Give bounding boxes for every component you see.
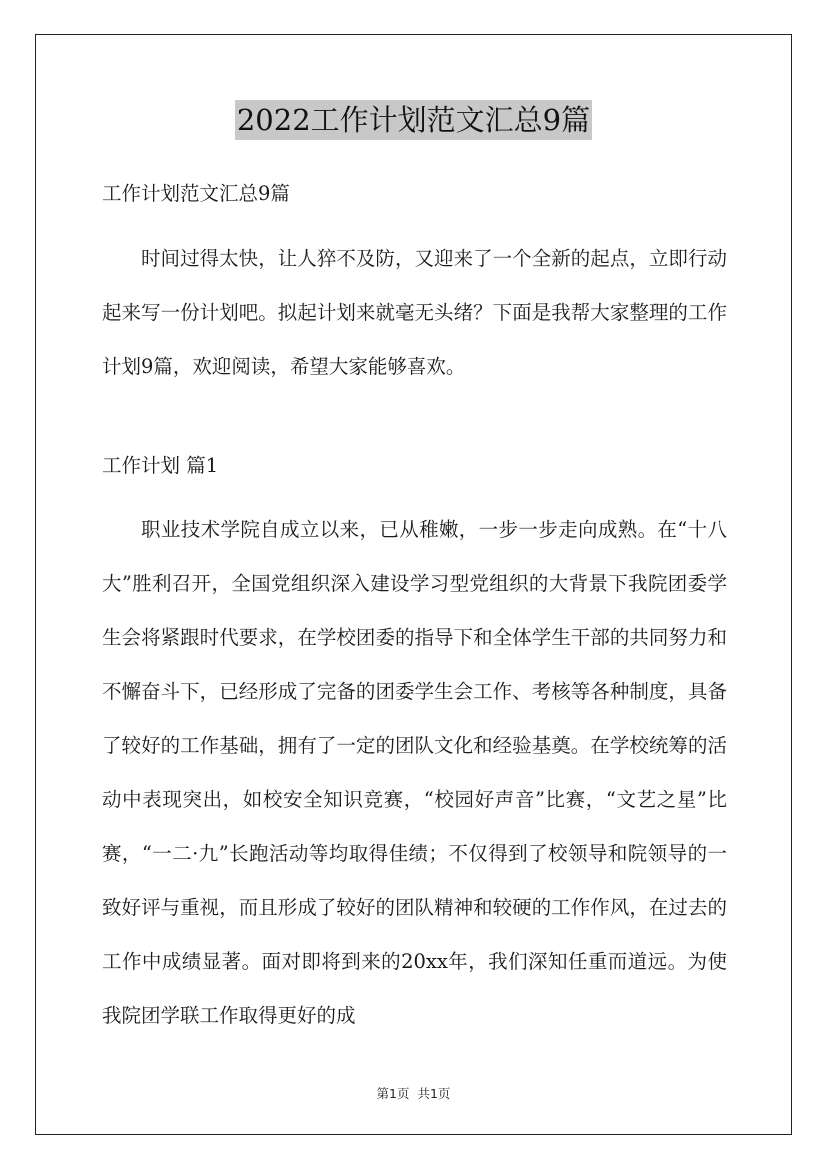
document-subtitle: 工作计划范文汇总9篇 — [102, 182, 290, 205]
page-footer — [0, 1084, 827, 1102]
document-title: 2022工作计划范文汇总9篇 — [235, 100, 592, 140]
title-container — [0, 100, 827, 140]
page-total: 共1页 — [417, 1086, 451, 1101]
page-number: 第1页 — [376, 1086, 410, 1101]
intro-paragraph: 时间过得太快，让人猝不及防，又迎来了一个全新的起点，立即行动起来写一份计划吧。拟起计划来就毫无头绪？下面是我帮大家整理的工作计划9篇，欢迎阅读，希望大家能够喜欢。 — [102, 247, 727, 378]
body-paragraph: 职业技术学院自成立以来，已从稚嫩，一步一步走向成熟。在“十八大”胜利召开，全国党组织深入建设学习型党组织的大背景下我院团委学生会将紧跟时代要求，在学校团委的指导下和全体学生干部的共同努力和不懈奋斗下，已经形成了完备的团委学生会工作、考核等各种制度，具备了较好的工作基础，拥有了一定的团队文化和经验基奠。在学校统筹的活动中表现突出，如校安全知识竞赛，“校园好声音”比赛，“文艺之星”比赛，“一二·九”长跑活动等均取得佳绩；不仅得到了校领导和院领导的一致好评与重视，而且形成了较好的团队精神和较硬的工作作风，在过去的工作中成绩显著。面对即将到来的20xx年，我们深知任重而道远。为使我院团学联工作取得更好的成 — [102, 518, 727, 1027]
section-heading: 工作计划 篇1 — [102, 454, 219, 477]
